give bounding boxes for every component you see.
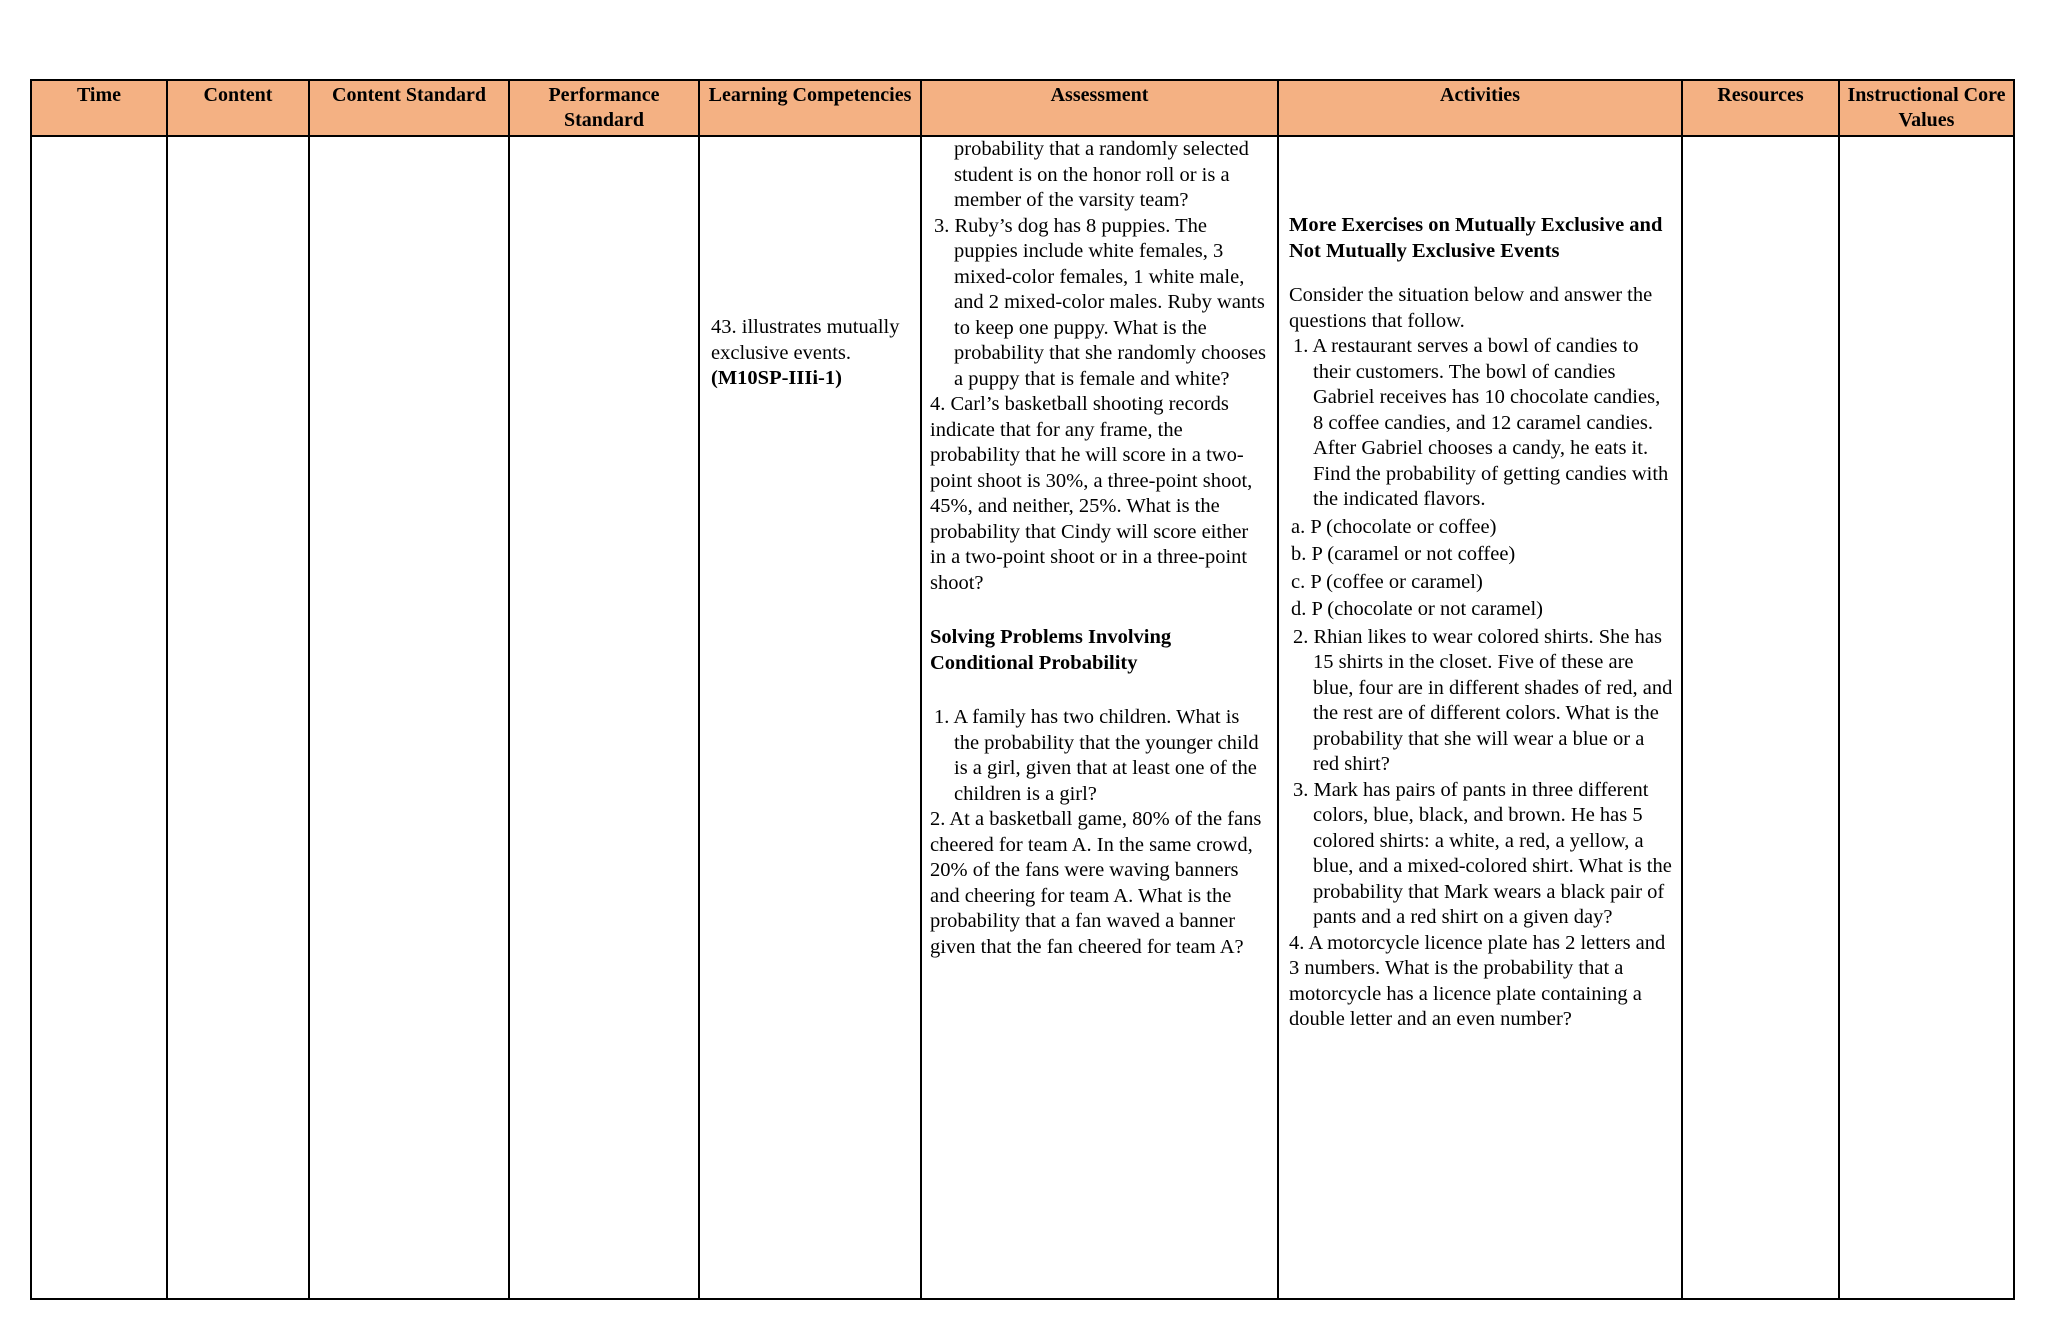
learning-competencies-cell [699,136,921,1299]
header-activities: Activities [1278,80,1682,136]
header-resources: Resources [1682,80,1839,136]
assessment-cp-item-1: 1. A family has two children. What is the probability that the younger child is a girl, given that at least one of the children is a girl? [934,706,1259,805]
header-content: Content [167,80,309,136]
competency-43 [706,315,914,392]
time-cell [31,136,167,1299]
activities-sub-item-d: d. P (chocolate or not caramel) [1291,598,1543,620]
header-row [31,80,2014,136]
activities-item-4: 4. A motorcycle licence plate has 2 letters and 3 numbers. What is the probability that a motorcycle has a licence plate containing a double letter and an even number? [1289,931,1666,1030]
assessment-item-4: 4. Carl’s basketball shooting records indicate that for any frame, the probability that he will score in a two-point shoot is 30%, a three-point shoot, 45%, and neither, 25%. What is the probability that Cindy will score either in a two-point shoot or in a three-point shoot? [930,393,1253,594]
header-performance-standard: Performance Standard [509,80,699,136]
performance-standard-cell [509,136,699,1299]
activities-item-3: 3. Mark has pairs of pants in three different colors, blue, black, and brown. He has 5 colored shirts: a white, a red, a yellow, a blue, and a mixed-colored shirt. What is the probability that Mark wears a black pair of pants and a red shirt on a given day? [1293,778,1672,928]
header-instructional-core-values: Instructional Core Values [1839,80,2014,136]
competency-code: (M10SP-IIIi-1) [711,367,842,389]
content-standard-cell [309,136,509,1299]
competency-text: 43. illustrates mutually exclusive events. [711,316,900,364]
activities-intro: Consider the situation below and answer the questions that follow. [1289,284,1653,332]
activities-item-2: 2. Rhian likes to wear colored shirts. She has 15 shirts in the closet. Five of these are blue, four are in different shades of red, and the rest are of different colors. What is the probability that she will wear a blue or a red shirt? [1293,625,1673,775]
assessment-cp-item-2: 2. At a basketball game, 80% of the fans cheered for team A. In the same crowd, 20% of the fans were waving banners and cheering for team A. What is the probability that a fan waved a banner given that the fan cheered for team A? [930,808,1262,958]
instructional-core-values-cell [1839,136,2014,1299]
body-row [31,136,2014,1299]
activities-sub-item-a: a. P (chocolate or coffee) [1291,515,1497,538]
header-assessment: Assessment [921,80,1278,136]
assessment-item-3: 3. Ruby’s dog has 8 puppies. The puppies include white females, 3 mixed-color females, 1 white male, and 2 mixed-color males. Ruby wants to keep one puppy. What is the probability that she randomly chooses a puppy that is female and white? [934,214,1266,390]
activities-sub-item-c: c. P (coffee or caramel) [1291,570,1483,593]
activities-sub-item-b: b. P (caramel or not coffee) [1291,543,1516,565]
activities-item-1: 1. A restaurant serves a bowl of candies to their customers. The bowl of candies Gabriel receives has 10 chocolate candies, 8 coffee candies, and 12 caramel candies. After Gabriel chooses a candy, he eats it. Find the probability of getting candies with the indicated flavors. [1293,335,1669,510]
resources-cell [1682,136,1839,1299]
header-content-standard: Content Standard [309,80,509,136]
assessment-item-continued: probability that a randomly selected student is on the honor roll or is a member of the varsity team? [954,138,1249,211]
assessment-heading-conditional: Solving Problems Involving Conditional Probability [930,626,1172,674]
activities-heading: More Exercises on Mutually Exclusive and Not Mutually Exclusive Events [1289,214,1663,262]
assessment-cell [921,136,1278,1299]
header-time: Time [31,80,167,136]
header-learning-competencies: Learning Competencies [699,80,921,136]
content-cell [167,136,309,1299]
activities-cell [1278,136,1682,1299]
curriculum-table [30,79,2015,1300]
